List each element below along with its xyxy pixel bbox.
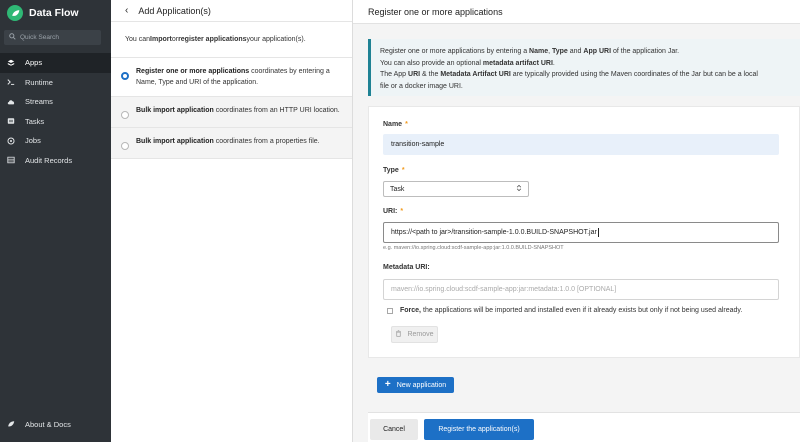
uri-hint: e.g. maven://io.spring.cloud:scdf-sample-app:jar:1.0.0.BUILD-SNAPSHOT — [383, 245, 564, 251]
info-bold: Metadata Artifact URI — [440, 71, 511, 78]
info-bold: URI — [408, 71, 421, 78]
register-header: Register one or more applications — [353, 0, 800, 24]
intro-import: Import — [150, 36, 172, 43]
info-line-4: file or a docker image URI. — [380, 82, 463, 90]
info-text: and — [567, 48, 584, 55]
remove-label: Remove — [407, 331, 434, 338]
sidebar-item-tasks[interactable] — [0, 112, 111, 132]
required-mark: * — [405, 121, 408, 128]
intro-mid: or — [171, 36, 179, 43]
info-text: The App — [380, 71, 409, 78]
sidebar-item-label: Audit Records — [25, 155, 73, 165]
type-select[interactable] — [383, 181, 529, 197]
uri-input[interactable] — [383, 222, 779, 243]
radio-register[interactable] — [121, 72, 129, 80]
sidebar-item-runtime[interactable] — [0, 73, 111, 93]
cancel-button[interactable]: Cancel — [370, 419, 418, 440]
metadata-uri-input[interactable] — [383, 279, 779, 300]
required-mark: * — [401, 167, 405, 174]
option-text — [136, 136, 320, 150]
text-caret — [598, 228, 599, 237]
quick-search-placeholder: Quick Search — [20, 34, 60, 41]
name-label — [383, 121, 408, 128]
type-select-value: Task — [390, 185, 405, 193]
sidebar-item-apps[interactable] — [0, 53, 111, 73]
audit-icon — [6, 155, 16, 165]
sidebar-item-label: Jobs — [25, 136, 41, 146]
option-text — [136, 66, 344, 88]
add-applications-panel — [111, 0, 353, 442]
option-bulk-import-properties[interactable] — [111, 128, 352, 159]
uri-label — [383, 208, 403, 215]
form-footer — [368, 412, 800, 442]
sidebar-item-label: Tasks — [25, 116, 45, 126]
cloud-icon — [6, 97, 16, 107]
terminal-icon — [6, 77, 16, 87]
option-bulk-import-uri[interactable] — [111, 97, 352, 128]
info-text: , — [548, 48, 552, 55]
info-text: of the application Jar. — [611, 48, 680, 55]
info-bold: metadata artifact URI — [482, 59, 553, 67]
intro-post: your application(s). — [246, 36, 306, 43]
option-bold: Bulk import application — [136, 138, 214, 145]
register-applications-button[interactable]: Register the application(s) — [424, 419, 534, 440]
brand[interactable] — [0, 0, 111, 26]
info-text: . — [552, 59, 555, 67]
force-description: the applications will be imported and installed even if it already exists but only if not being used already. — [423, 307, 743, 314]
sidebar-item-jobs[interactable] — [0, 131, 111, 151]
intro-pre: You can — [125, 36, 151, 43]
force-checkbox[interactable] — [387, 308, 393, 314]
info-text: & the — [420, 71, 441, 78]
option-rest: coordinates from an HTTP URI location. — [213, 107, 340, 114]
info-box — [368, 39, 800, 96]
required-mark: * — [400, 208, 404, 215]
leaf-icon — [6, 419, 16, 429]
name-label-text: Name — [383, 121, 403, 128]
option-rest: coordinates by entering a Name, Type and URI of the application. — [136, 68, 330, 86]
brand-title: Data Flow — [29, 7, 79, 19]
data-flow-logo-icon — [7, 5, 23, 21]
plus-icon: + — [384, 379, 391, 390]
intro-text — [111, 22, 352, 58]
sidebar-item-streams[interactable] — [0, 92, 111, 112]
intro-register: register applications — [178, 36, 247, 43]
sidebar-item-label: Streams — [25, 97, 53, 107]
search-icon — [9, 33, 20, 42]
tasks-icon — [6, 116, 16, 126]
name-input[interactable] — [383, 134, 779, 155]
type-label — [383, 167, 405, 174]
sidebar — [0, 0, 111, 442]
apps-icon — [6, 58, 16, 68]
sidebar-item-about-docs[interactable] — [0, 414, 111, 434]
info-line-2 — [380, 58, 792, 70]
option-bold: Bulk import application — [136, 107, 214, 114]
back-chevron-icon[interactable]: ‹ — [125, 5, 129, 16]
info-bold: Name — [529, 48, 549, 55]
info-bold: App URI — [583, 48, 612, 55]
info-text: Register one or more applications by entering a — [380, 48, 530, 55]
info-line-1 — [380, 46, 792, 58]
name-input-value: transition-sample — [391, 141, 445, 148]
about-docs-label: About & Docs — [25, 419, 71, 429]
metadata-uri-placeholder: maven://io.spring.cloud:scdf-sample-app:jar:metadata:1.0.0 [OPTIONAL] — [391, 286, 617, 293]
option-register-applications[interactable] — [111, 58, 352, 97]
new-application-label: New application — [396, 381, 447, 389]
force-option[interactable] — [387, 307, 742, 314]
option-text — [136, 105, 340, 119]
quick-search-input[interactable] — [4, 30, 101, 45]
trash-icon — [395, 330, 407, 339]
metadata-uri-label: Metadata URI: — [383, 264, 430, 271]
radio-bulk-properties[interactable] — [121, 142, 129, 150]
panel-title: Add Application(s) — [138, 5, 211, 16]
info-bold: Type — [552, 48, 568, 55]
radio-bulk-uri[interactable] — [121, 111, 129, 119]
option-rest: coordinates from a properties file. — [213, 138, 320, 145]
info-text: You can also provide an optional — [380, 59, 483, 67]
force-bold: Force, — [400, 307, 422, 314]
sidebar-item-label: Apps — [25, 58, 43, 68]
new-application-button[interactable] — [377, 377, 454, 393]
sidebar-item-label: Runtime — [25, 77, 53, 87]
option-bold: Register one or more applications — [136, 68, 250, 75]
remove-button[interactable] — [391, 326, 438, 343]
sidebar-item-audit-records[interactable] — [0, 151, 111, 171]
jobs-icon — [6, 136, 16, 146]
panel-header — [111, 0, 352, 22]
info-line-3 — [380, 69, 792, 81]
type-label-text: Type — [383, 167, 399, 174]
uri-input-value: https://<path to jar>/transition-sample-1.0.0.BUILD-SNAPSHOT.jar — [391, 229, 597, 236]
updown-chevron-icon — [516, 184, 522, 194]
application-form — [368, 106, 800, 358]
register-applications-panel — [353, 0, 800, 442]
info-text: are typically provided using the Maven coordinates of the Jar but can be a local — [510, 71, 758, 78]
uri-label-text: URI: — [383, 208, 398, 215]
